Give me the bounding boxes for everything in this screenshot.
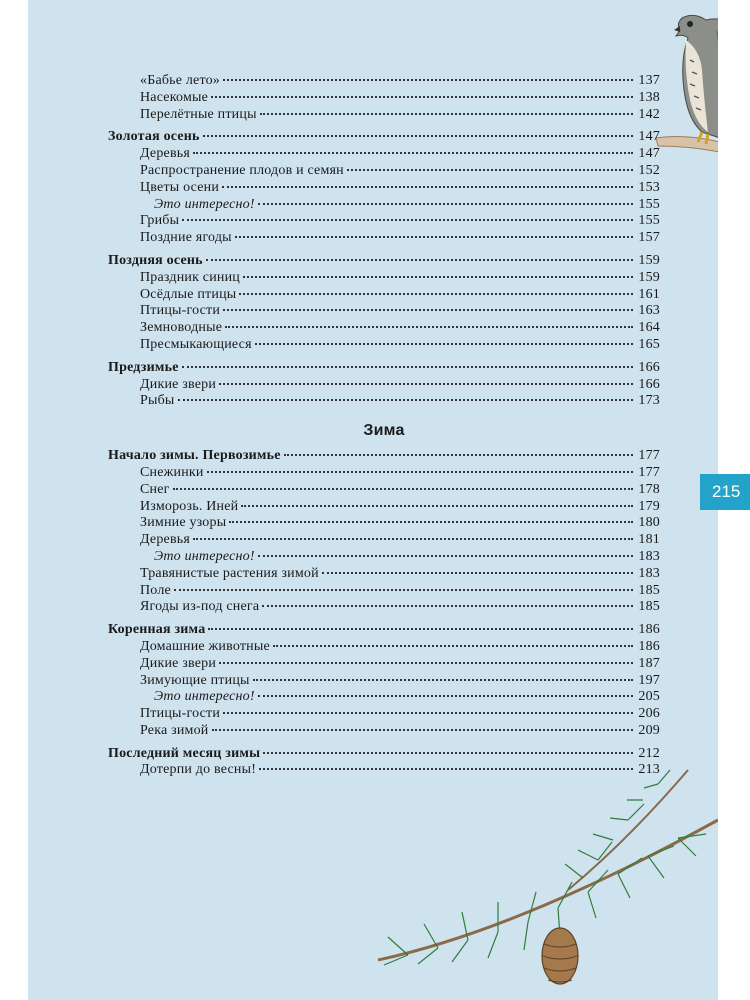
dot-leader <box>239 293 633 295</box>
toc-page-number: 137 <box>638 73 660 88</box>
toc-entry-row[interactable] <box>108 482 660 499</box>
toc-chapter-row[interactable] <box>108 360 660 377</box>
toc-entry-title: Коренная зима <box>108 622 206 638</box>
toc-page-number: 153 <box>638 179 660 195</box>
toc-page-number: 173 <box>638 393 660 409</box>
dot-leader <box>182 219 633 221</box>
toc-entry-row[interactable] <box>108 566 660 583</box>
toc-entry-title: Последний месяц зимы <box>108 745 261 761</box>
toc-entry-row[interactable] <box>108 393 660 410</box>
dot-leader <box>322 572 633 574</box>
dot-leader <box>243 276 633 278</box>
dot-leader <box>211 96 633 98</box>
toc-entry-title: «Бабье лето» <box>140 73 221 88</box>
toc-entry-title: Праздник синиц <box>140 269 240 285</box>
toc-page-number: 209 <box>638 722 660 738</box>
table-of-contents <box>108 73 660 779</box>
dot-leader <box>223 712 633 714</box>
toc-entry-row[interactable] <box>108 515 660 532</box>
dot-leader <box>182 366 633 368</box>
toc-page-number: 165 <box>638 336 660 352</box>
toc-page-number: 186 <box>638 622 660 638</box>
dot-leader <box>174 589 633 591</box>
dot-leader <box>203 135 633 137</box>
toc-page-number: 186 <box>638 638 660 654</box>
toc-page-number: 163 <box>638 303 660 319</box>
toc-entry-title: Это интересно! <box>154 548 255 564</box>
toc-entry-row[interactable] <box>108 303 660 320</box>
toc-entry-row[interactable] <box>108 762 660 779</box>
toc-entry-row[interactable] <box>108 180 660 197</box>
toc-chapter-row[interactable] <box>108 622 660 639</box>
toc-entry-row[interactable] <box>108 213 660 230</box>
toc-entry-row[interactable] <box>108 583 660 600</box>
toc-page-number: 166 <box>638 359 660 375</box>
toc-entry-row[interactable] <box>108 163 660 180</box>
dot-leader <box>258 695 633 697</box>
toc-entry-title: Это интересно! <box>154 196 255 212</box>
toc-entry-title: Птицы-гости <box>140 303 221 319</box>
dot-leader <box>347 169 633 171</box>
dot-leader <box>219 662 633 664</box>
toc-entry-title: Предзимье <box>108 359 179 375</box>
toc-page-number: 152 <box>638 162 660 178</box>
toc-page-number: 183 <box>638 565 660 581</box>
toc-chapter-row[interactable] <box>108 253 660 270</box>
toc-entry-title: Река зимой <box>140 722 209 738</box>
toc-entry-row[interactable] <box>108 197 660 214</box>
toc-entry-row[interactable] <box>108 465 660 482</box>
dot-leader <box>208 628 633 630</box>
toc-entry-row[interactable] <box>108 287 660 304</box>
dot-leader <box>206 259 633 261</box>
toc-page-number: 178 <box>638 481 660 497</box>
toc-page-number: 142 <box>638 106 660 122</box>
toc-page-number: 155 <box>638 196 660 212</box>
toc-entry-title: Поле <box>140 582 171 598</box>
dot-leader <box>255 343 633 345</box>
dot-leader <box>229 521 633 523</box>
toc-entry-title: Изморозь. Иней <box>140 498 239 514</box>
toc-entry-title: Перелётные птицы <box>140 106 257 122</box>
toc-entry-title: Грибы <box>140 213 180 229</box>
toc-entry-row[interactable] <box>108 656 660 673</box>
dot-leader <box>241 505 633 507</box>
toc-entry-title: Зимующие птицы <box>140 672 250 688</box>
toc-entry-row[interactable] <box>108 73 660 90</box>
toc-entry-title: Деревья <box>140 532 190 548</box>
toc-chapter-row[interactable] <box>108 746 660 763</box>
toc-page-number: 161 <box>638 286 660 302</box>
toc-entry-title: Дотерпи до весны! <box>140 762 257 778</box>
dot-leader <box>263 752 633 754</box>
dot-leader <box>262 605 633 607</box>
toc-entry-title: Снежинки <box>140 464 204 480</box>
toc-page-number: 138 <box>638 89 660 105</box>
toc-entry-title: Поздняя осень <box>108 252 203 268</box>
toc-page-number: 185 <box>638 599 660 615</box>
toc-page-number: 166 <box>638 376 660 392</box>
page-number-tab: 215 <box>700 474 750 510</box>
toc-entry-row[interactable] <box>108 532 660 549</box>
toc-page-number: 159 <box>638 252 660 268</box>
dot-leader <box>178 399 633 401</box>
toc-entry-row[interactable] <box>108 320 660 337</box>
toc-entry-row[interactable] <box>108 107 660 124</box>
toc-page-number: 155 <box>638 213 660 229</box>
toc-entry-row[interactable] <box>108 723 660 740</box>
toc-page-number: 183 <box>638 548 660 564</box>
toc-entry-title: Травянистые растения зимой <box>140 565 319 581</box>
toc-entry-title: Ягоды из-под снега <box>140 599 260 615</box>
toc-entry-title: Пресмыкающиеся <box>140 336 252 352</box>
toc-page-number: 187 <box>638 655 660 671</box>
toc-entry-row[interactable] <box>108 146 660 163</box>
toc-chapter-row[interactable] <box>108 129 660 146</box>
toc-entry-row[interactable] <box>108 549 660 566</box>
toc-entry-title: Дикие звери <box>140 655 217 671</box>
toc-entry-title: Зимние узоры <box>140 515 227 531</box>
dot-leader <box>273 645 633 647</box>
dot-leader <box>284 454 633 456</box>
toc-entry-title: Рыбы <box>140 393 175 409</box>
toc-entry-title: Начало зимы. Первозимье <box>108 448 281 464</box>
dot-leader <box>259 768 633 770</box>
dot-leader <box>193 538 633 540</box>
toc-page-number: 147 <box>638 146 660 162</box>
toc-page-number: 164 <box>638 320 660 336</box>
dot-leader <box>173 488 633 490</box>
toc-entry-title: Золотая осень <box>108 129 200 145</box>
toc-entry-title: Поздние ягоды <box>140 230 232 246</box>
toc-entry-row[interactable] <box>108 270 660 287</box>
toc-entry-title: Дикие звери <box>140 376 217 392</box>
toc-page-number: 181 <box>638 532 660 548</box>
toc-page-number: 185 <box>638 582 660 598</box>
pine-cone-icon <box>542 928 578 984</box>
dot-leader <box>235 236 633 238</box>
toc-page-number: 212 <box>638 745 660 761</box>
toc-entry-row[interactable] <box>108 499 660 516</box>
toc-entry-title: Распространение плодов и семян <box>140 162 344 178</box>
toc-entry-row[interactable] <box>108 706 660 723</box>
toc-entry-row[interactable] <box>108 673 660 690</box>
dot-leader <box>222 186 633 188</box>
toc-entry-title: Осёдлые птицы <box>140 286 237 302</box>
dot-leader <box>260 113 633 115</box>
toc-page-number: 206 <box>638 706 660 722</box>
toc-entry-title: Насекомые <box>140 89 209 105</box>
dot-leader <box>193 152 633 154</box>
toc-entry-title: Цветы осени <box>140 179 220 195</box>
season-heading: Зима <box>363 422 405 440</box>
toc-entry-title: Это интересно! <box>154 689 255 705</box>
toc-entry-row[interactable] <box>108 599 660 616</box>
toc-page-number: 159 <box>638 269 660 285</box>
pine-branch-illustration <box>368 760 718 1000</box>
dot-leader <box>223 309 633 311</box>
dot-leader <box>219 383 633 385</box>
toc-page-number: 157 <box>638 230 660 246</box>
dot-leader <box>212 729 634 731</box>
toc-entry-title: Земноводные <box>140 320 223 336</box>
toc-entry-row[interactable] <box>108 90 660 107</box>
toc-page-number: 197 <box>638 672 660 688</box>
dot-leader <box>207 471 633 473</box>
falcon-illustration <box>656 0 718 200</box>
toc-entry-row[interactable] <box>108 639 660 656</box>
dot-leader <box>253 679 633 681</box>
toc-page-number: 205 <box>638 689 660 705</box>
toc-entry-title: Домашние животные <box>140 638 270 654</box>
toc-page-number: 179 <box>638 498 660 514</box>
dot-leader <box>223 79 633 81</box>
toc-page-number: 177 <box>638 464 660 480</box>
dot-leader <box>225 326 633 328</box>
toc-entry-row[interactable] <box>108 689 660 706</box>
toc-page-number: 213 <box>638 762 660 778</box>
dot-leader <box>258 555 633 557</box>
toc-page-number: 147 <box>638 129 660 145</box>
book-page <box>28 0 718 1000</box>
dot-leader <box>258 203 633 205</box>
toc-chapter-row[interactable] <box>108 448 660 465</box>
toc-entry-title: Деревья <box>140 146 190 162</box>
toc-entry-title: Снег <box>140 481 170 497</box>
toc-page-number: 177 <box>638 448 660 464</box>
toc-page-number: 180 <box>638 515 660 531</box>
toc-entry-title: Птицы-гости <box>140 706 221 722</box>
toc-entry-row[interactable] <box>108 377 660 394</box>
toc-entry-row[interactable] <box>108 337 660 354</box>
toc-entry-row[interactable] <box>108 230 660 247</box>
